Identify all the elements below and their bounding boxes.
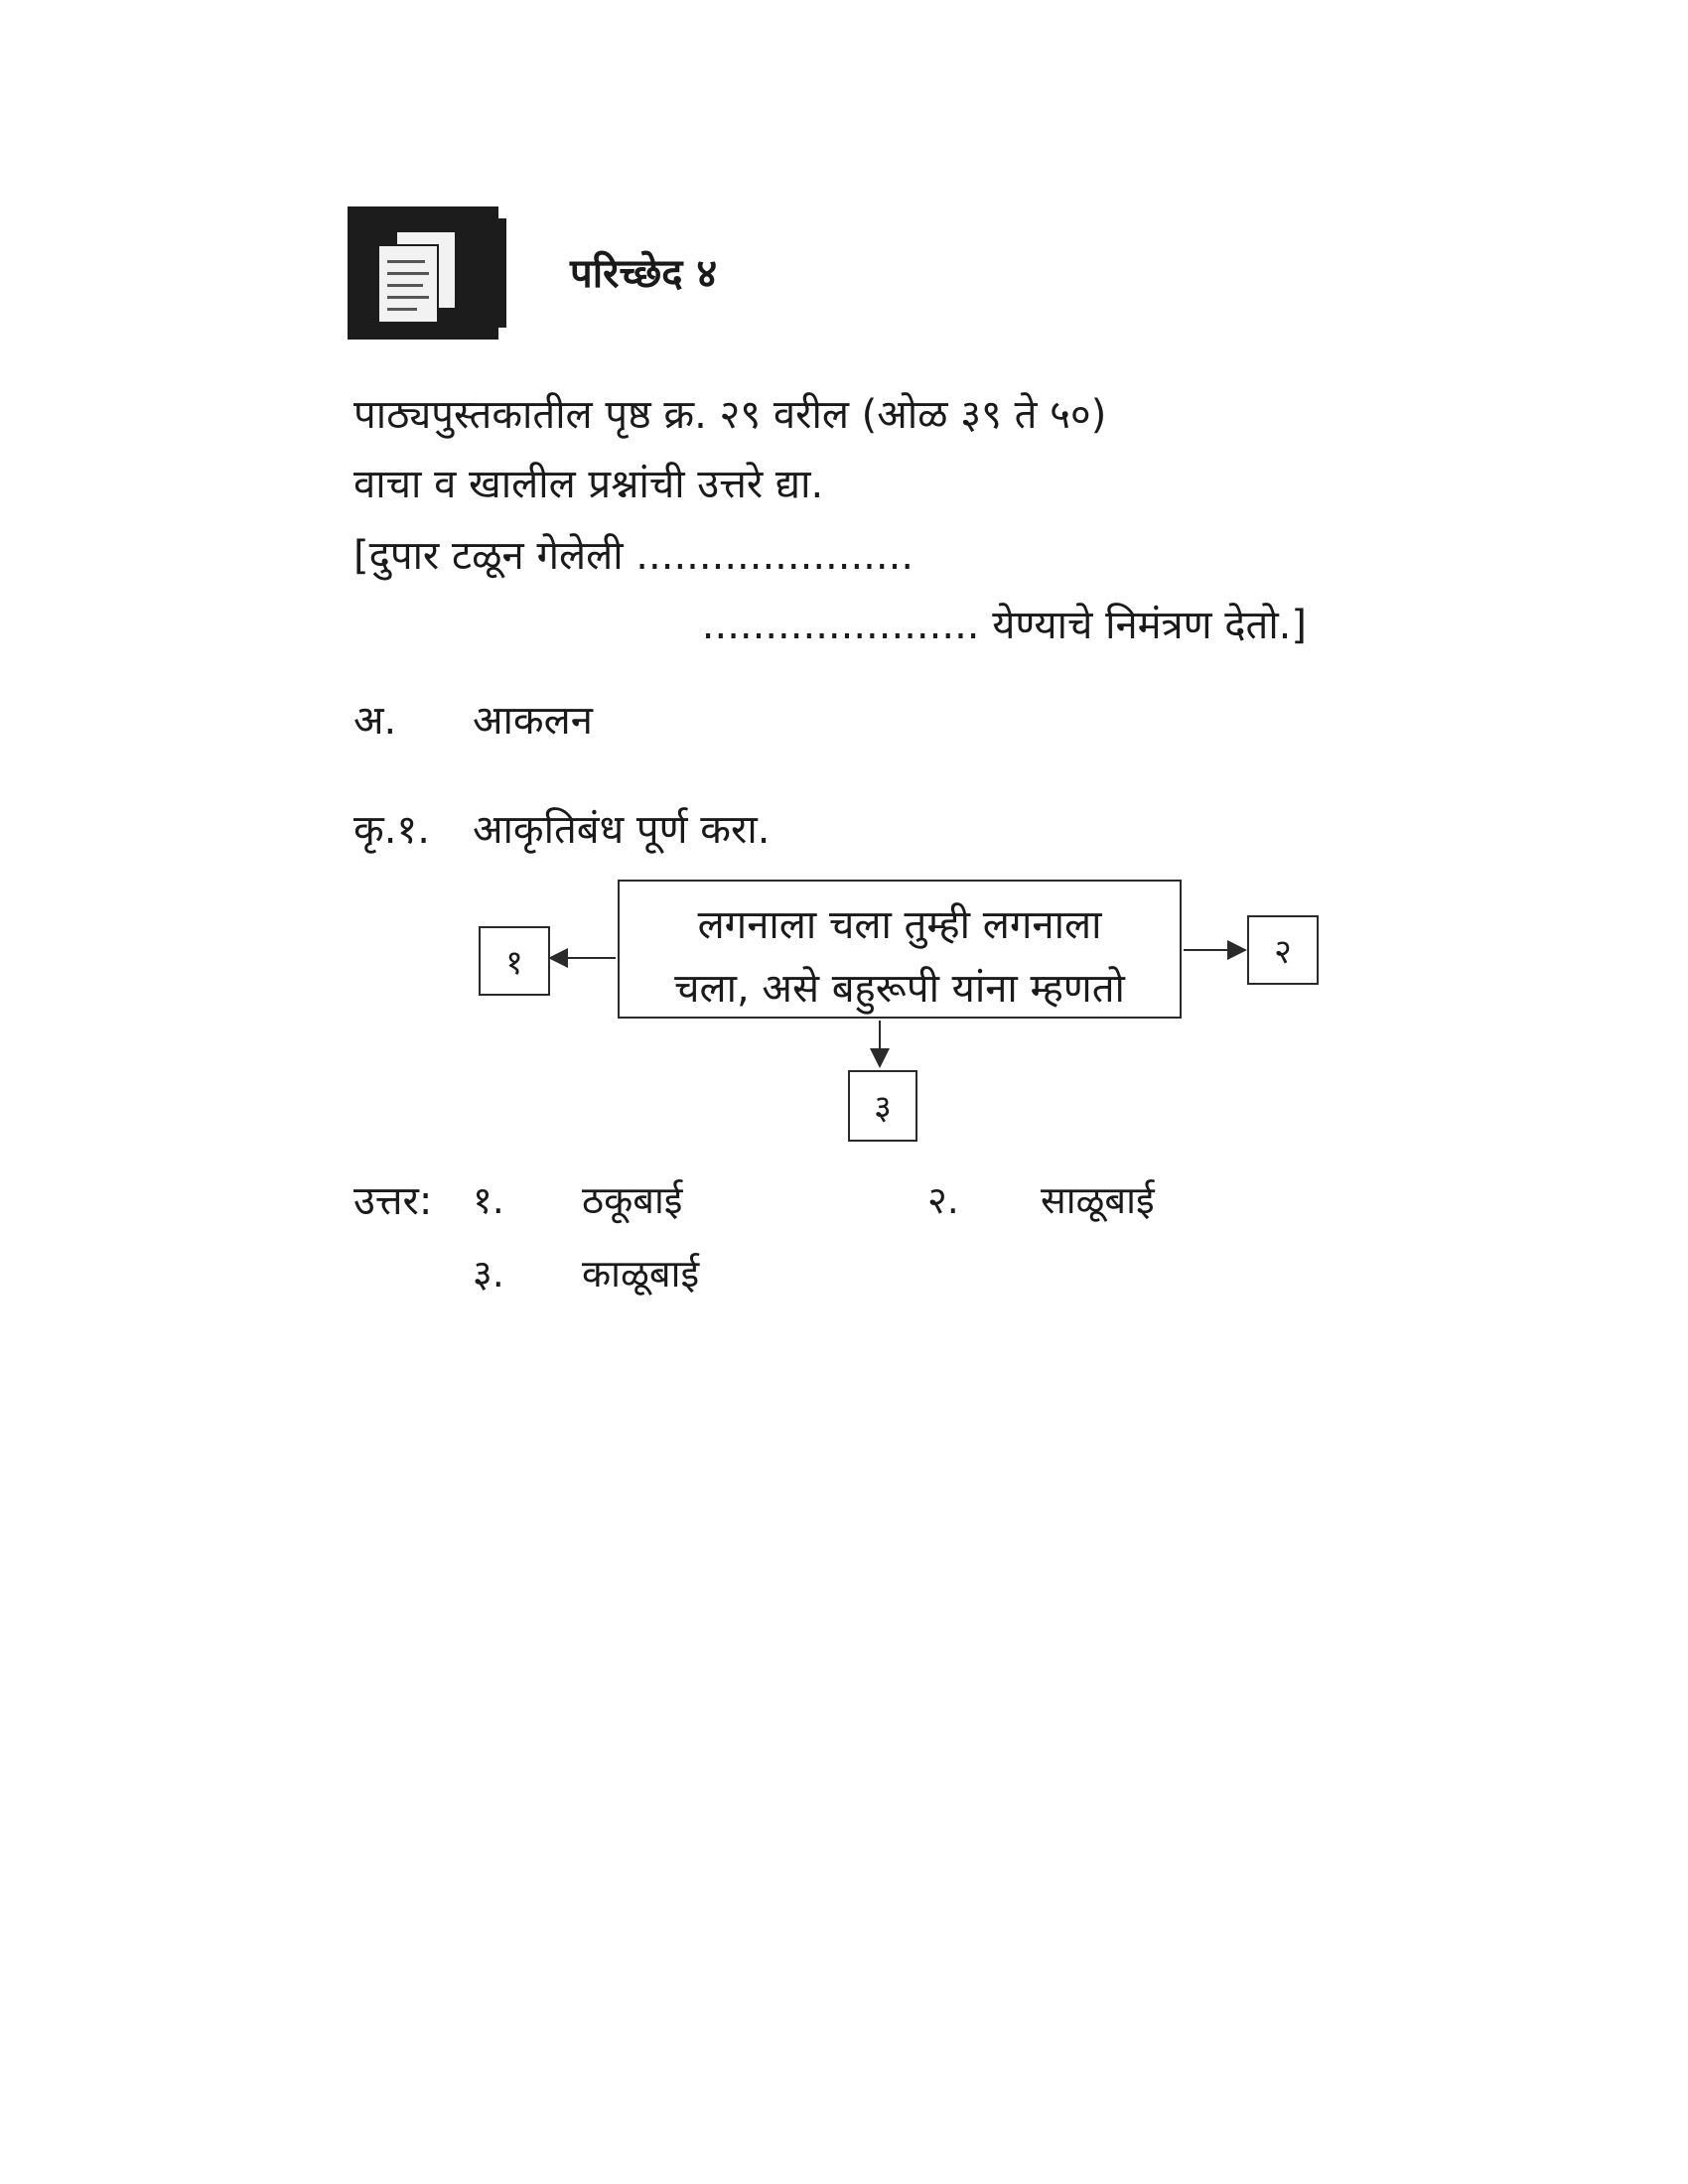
section-title: आकलन [473, 698, 593, 744]
section-marker: अ. [353, 698, 397, 744]
question-text: आकृतिबंध पूर्ण करा. [473, 807, 771, 853]
excerpt-line-1: [दुपार टळून गेलेली ...................... [353, 533, 914, 579]
answer-2-text: साळूबाई [1041, 1178, 1155, 1222]
answer-label: उत्तर: [353, 1178, 433, 1224]
excerpt-line-2: ...................... येण्याचे निमंत्रण देतो.] [701, 603, 1307, 648]
answer-1-text: ठकूबाई [582, 1178, 683, 1222]
answer-1-number: १. [473, 1178, 504, 1222]
diagram-center-box [618, 880, 1182, 1019]
instruction-line-1: पाठ्यपुस्तकातील पृष्ठ क्र. २९ वरील (ओळ ३९ ते ५०) [353, 392, 1107, 438]
answer-3-text: काळूबाई [582, 1252, 700, 1296]
center-line-1: लगनाला चला तुम्ही लगनाला [697, 902, 1102, 948]
diagram-box-3: ३ [848, 1070, 917, 1142]
diagram-box-2: २ [1247, 915, 1319, 985]
section-heading: परिच्छेद ४ [570, 251, 718, 297]
answer-2-number: २. [927, 1178, 959, 1222]
center-line-2: चला, असे बहुरूपी यांना म्हणतो [674, 966, 1125, 1012]
instruction-line-2: वाचा व खालील प्रश्नांची उत्तरे द्या. [353, 462, 824, 507]
answer-3-number: ३. [473, 1252, 504, 1296]
diagram-box-1: १ [479, 926, 550, 996]
question-number: कृ.१. [353, 807, 430, 853]
